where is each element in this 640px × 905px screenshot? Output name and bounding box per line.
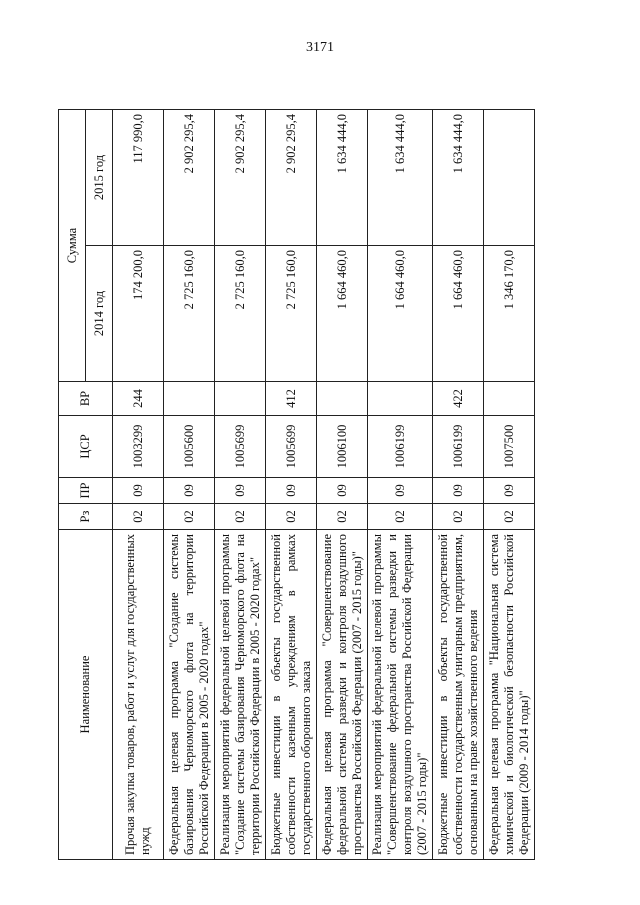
row-vr <box>164 382 215 416</box>
header-csr: ЦСР <box>59 416 113 478</box>
row-csr: 1005699 <box>266 416 317 478</box>
row-name: Федеральная целевая программа "Создание системы базирования Черноморского флота на территории Российской Федерации в 2005 - 2020 годах" <box>164 530 215 860</box>
row-sum-2015: 2 902 295,4 <box>266 110 317 246</box>
row-sum-2015: 2 902 295,4 <box>215 110 266 246</box>
row-csr: 1003299 <box>113 416 164 478</box>
table-row <box>368 110 433 860</box>
row-name: Федеральная целевая программа "Национальная система химической и биологической безопасности Российской Федерации (2009 - 2014 годы)" <box>484 530 535 860</box>
row-rz: 02 <box>266 504 317 530</box>
row-sum-2015: 2 902 295,4 <box>164 110 215 246</box>
header-name: Наименование <box>59 530 113 860</box>
table-row <box>484 110 535 860</box>
row-sum-2014: 1 664 460,0 <box>317 246 368 382</box>
row-name: Прочая закупка товаров, работ и услуг для государственных нужд <box>113 530 164 860</box>
row-rz: 02 <box>317 504 368 530</box>
table-row <box>215 110 266 860</box>
row-name: Бюджетные инвестиции в объекты государственной собственности государственным унитарным предприятиям, основанным на праве хозяйственного ведения <box>433 530 484 860</box>
row-vr: 244 <box>113 382 164 416</box>
row-rz: 02 <box>368 504 433 530</box>
row-csr: 1005600 <box>164 416 215 478</box>
header-pr: ПР <box>59 478 113 504</box>
row-sum-2015 <box>484 110 535 246</box>
row-vr <box>368 382 433 416</box>
row-csr: 1007500 <box>484 416 535 478</box>
row-pr: 09 <box>317 478 368 504</box>
row-sum-2014: 2 725 160,0 <box>266 246 317 382</box>
row-csr: 1006199 <box>433 416 484 478</box>
row-vr <box>484 382 535 416</box>
row-rz: 02 <box>433 504 484 530</box>
row-rz: 02 <box>484 504 535 530</box>
row-sum-2015: 1 634 444,0 <box>368 110 433 246</box>
row-vr <box>215 382 266 416</box>
page-number: 3171 <box>306 40 334 55</box>
row-name: Реализация мероприятий федеральной целевой программы "Создание системы базирования Черноморского флота на территории Российской Федерации в 2005 - 2020 годах" <box>215 530 266 860</box>
row-vr <box>317 382 368 416</box>
row-pr: 09 <box>266 478 317 504</box>
table-row <box>433 110 484 860</box>
row-sum-2014: 1 346 170,0 <box>484 246 535 382</box>
row-name: Федеральная целевая программа "Совершенствование федеральной системы разведки и контроля воздушного пространства Российской Федерации (2007 - 2015 годы)" <box>317 530 368 860</box>
table-row <box>317 110 368 860</box>
row-rz: 02 <box>113 504 164 530</box>
row-pr: 09 <box>484 478 535 504</box>
row-sum-2014: 2 725 160,0 <box>164 246 215 382</box>
row-pr: 09 <box>164 478 215 504</box>
row-sum-2015: 1 634 444,0 <box>317 110 368 246</box>
header-sum: Сумма <box>59 110 86 382</box>
row-vr: 412 <box>266 382 317 416</box>
row-csr: 1006100 <box>317 416 368 478</box>
header-rz: Рз <box>59 504 113 530</box>
row-sum-2015: 1 634 444,0 <box>433 110 484 246</box>
header-year-2014: 2014 год <box>86 246 113 382</box>
row-sum-2014: 1 664 460,0 <box>433 246 484 382</box>
row-pr: 09 <box>368 478 433 504</box>
table-row <box>164 110 215 860</box>
row-pr: 09 <box>113 478 164 504</box>
row-name: Реализация мероприятий федеральной целевой программы "Совершенствование федеральной системы разведки и контроля воздушного пространства Российской Федерации (2007 - 2015 годы)" <box>368 530 433 860</box>
table-body <box>113 110 535 860</box>
row-sum-2014: 1 664 460,0 <box>368 246 433 382</box>
table-row <box>266 110 317 860</box>
rotated-table-container <box>58 110 588 860</box>
header-year-2015: 2015 год <box>86 110 113 246</box>
row-vr: 422 <box>433 382 484 416</box>
row-rz: 02 <box>164 504 215 530</box>
row-name: Бюджетные инвестиции в объекты государственной собственности казенным учреждениям в рамках государственного оборонного заказа <box>266 530 317 860</box>
row-rz: 02 <box>215 504 266 530</box>
header-vr: ВР <box>59 382 113 416</box>
row-csr: 1006199 <box>368 416 433 478</box>
row-pr: 09 <box>215 478 266 504</box>
row-sum-2014: 2 725 160,0 <box>215 246 266 382</box>
row-sum-2014: 174 200,0 <box>113 246 164 382</box>
row-pr: 09 <box>433 478 484 504</box>
table-row <box>113 110 164 860</box>
header-row <box>59 110 86 860</box>
row-csr: 1005699 <box>215 416 266 478</box>
row-sum-2015: 117 990,0 <box>113 110 164 246</box>
budget-table <box>58 109 535 860</box>
